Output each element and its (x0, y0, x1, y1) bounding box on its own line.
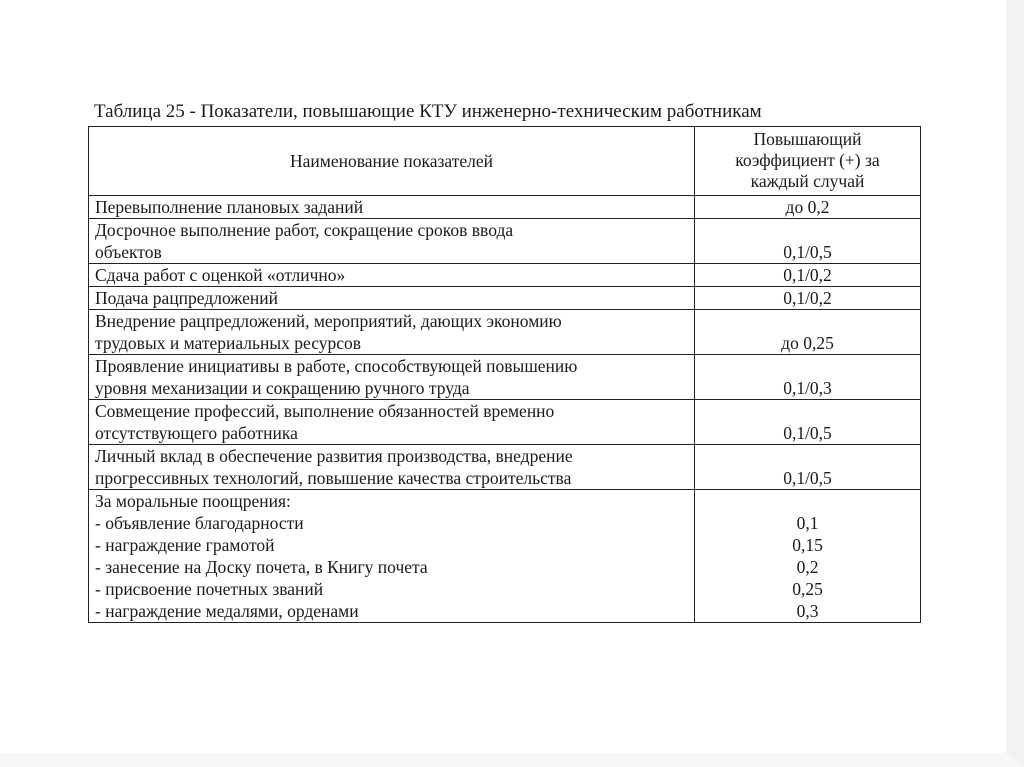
indicator-text: прогрессивных технологий, повышение качества строительства (95, 468, 572, 488)
indicator-text: Досрочное выполнение работ, сокращение сроков ввода (95, 220, 514, 240)
table-row (89, 400, 921, 445)
moral-title: За моральные поощрения: (95, 491, 291, 511)
coefficient-cell: 0,1/0,2 (695, 287, 921, 310)
coefficient-cell: до 0,25 (695, 310, 921, 355)
indicator-cell (89, 196, 695, 219)
moral-value: 0,1 (796, 513, 819, 533)
coefficient-cell: 0,1/0,2 (695, 264, 921, 287)
indicator-cell (89, 445, 695, 490)
moral-item: - присвоение почетных званий (95, 579, 324, 599)
coefficient-cell: до 0,2 (695, 196, 921, 219)
indicator-text: Подача рацпредложений (95, 288, 279, 308)
indicator-cell (89, 219, 695, 264)
indicator-cell (89, 310, 695, 355)
indicator-cell (89, 355, 695, 400)
moral-value: 0,2 (796, 557, 819, 577)
table-row (89, 219, 921, 264)
moral-value: 0,25 (792, 579, 823, 599)
table-row (89, 355, 921, 400)
indicator-cell (89, 400, 695, 445)
indicator-text: Личный вклад в обеспечение развития производства, внедрение (95, 446, 573, 466)
coefficient-cell: 0,1/0,3 (695, 355, 921, 400)
indicator-text: Сдача работ с оценкой «отлично» (95, 265, 346, 285)
indicator-text: Проявление инициативы в работе, способствующей повышению (95, 356, 578, 376)
table-row (89, 287, 921, 310)
table-row (89, 310, 921, 355)
indicator-text: объектов (95, 242, 162, 262)
indicator-text: Совмещение профессий, выполнение обязанностей временно (95, 401, 555, 421)
indicator-text: отсутствующего работника (95, 423, 298, 443)
header-coef-line: Повышающий (753, 129, 862, 149)
header-indicator-name: Наименование показателей (89, 127, 695, 196)
header-coef-line: каждый случай (750, 171, 865, 191)
moral-item: - объявление благодарности (95, 513, 304, 533)
table-row (89, 264, 921, 287)
indicator-text: Перевыполнение плановых заданий (95, 197, 364, 217)
table-row-moral (89, 490, 921, 623)
header-coef-line: коэффициент (+) за (735, 150, 880, 170)
indicator-cell (89, 264, 695, 287)
indicator-cell (89, 287, 695, 310)
moral-item: - награждение грамотой (95, 535, 275, 555)
table-caption: Таблица 25 - Показатели, повышающие КТУ инженерно-техническим работникам (94, 101, 762, 122)
table-row (89, 196, 921, 219)
header-coefficient (695, 127, 921, 196)
moral-values-cell (695, 490, 921, 623)
moral-value: 0,3 (796, 601, 819, 621)
moral-incentives-cell (89, 490, 695, 623)
indicator-text: уровня механизации и сокращению ручного труда (95, 378, 470, 398)
table-header-row (89, 127, 921, 196)
coefficient-cell: 0,1/0,5 (695, 400, 921, 445)
indicator-text: Внедрение рацпредложений, мероприятий, дающих экономию (95, 311, 562, 331)
coefficient-cell: 0,1/0,5 (695, 219, 921, 264)
moral-item: - награждение медалями, орденами (95, 601, 359, 621)
indicator-text: трудовых и материальных ресурсов (95, 333, 362, 353)
document-page (88, 100, 920, 623)
moral-item: - занесение на Доску почета, в Книгу почета (95, 557, 428, 577)
coefficient-cell: 0,1/0,5 (695, 445, 921, 490)
ktu-table (88, 126, 921, 623)
moral-value: 0,15 (792, 535, 823, 555)
table-row (89, 445, 921, 490)
